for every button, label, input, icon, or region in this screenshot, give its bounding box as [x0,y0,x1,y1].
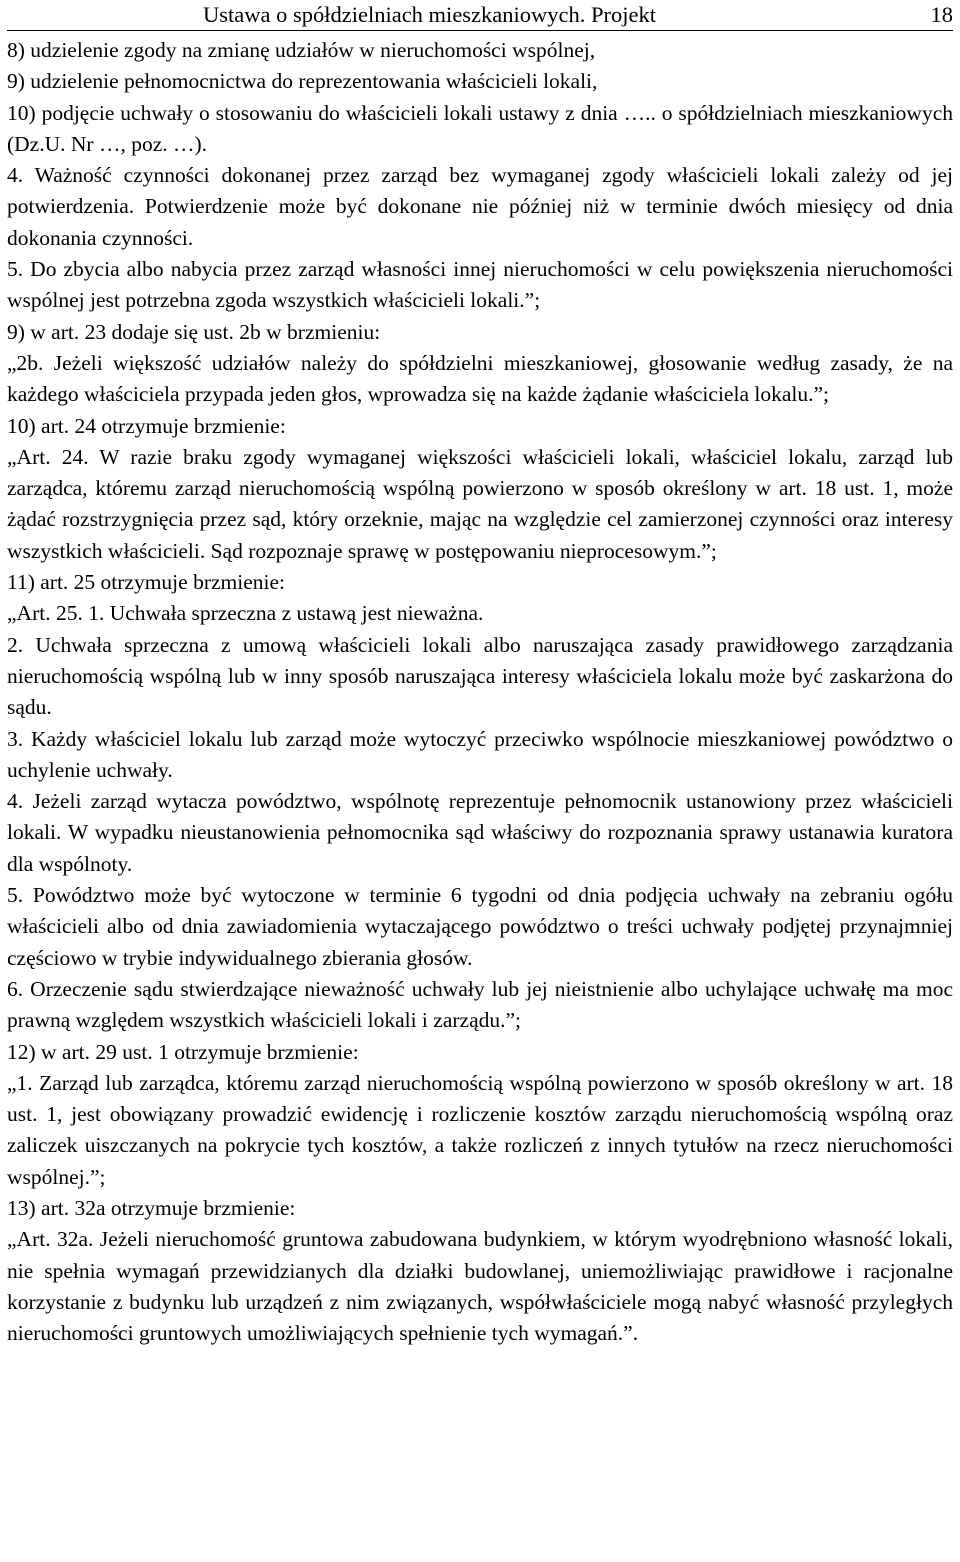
paragraph: 4. Ważność czynności dokonanej przez zarząd bez wymaganej zgody właścicieli lokali zależy od jej potwierdzenia. Potwierdzenie może być dokonane nie później niż w terminie dwóch miesięcy od dnia dokonania czynności. [7,163,953,250]
paragraph: 11) art. 25 otrzymuje brzmienie: [7,570,286,595]
paragraph: „Art. 32a. Jeżeli nieruchomość gruntowa zabudowana budynkiem, w którym wyodrębniono własność lokali, nie spełnia wymagań przewidzianych dla działki budowlanej, uniemożliwiając prawidłowe i racjonalne korzystanie z budynku lub urządzeń z nim związanych, współwłaściciele mogą nabyć własność przyległych nieruchomości gruntowych umożliwiających spełnienie tych wymagań.”. [7,1227,953,1346]
paragraph: „Art. 24. W razie braku zgody wymaganej większości właścicieli lokali, właściciel lokalu, zarząd lub zarządca, któremu zarząd nieruchomością wspólną powierzono w sposób określony w art. 18 ust. 1, może żądać rozstrzygnięcia przez sąd, który orzeknie, mając na względzie cel zamierzonej czynności oraz interesy wszystkich właścicieli. Sąd rozpoznaje sprawę w postępowaniu nieprocesowym.”; [7,444,953,563]
paragraph: „1. Zarząd lub zarządca, któremu zarząd nieruchomością wspólną powierzono w sposób określony w art. 18 ust. 1, jest obowiązany prowadzić ewidencję i rozliczenie kosztów zarządu nieruchomością wspólną oraz zaliczek uiszczanych na pokrycie tych kosztów, a także rozliczeń z innych tytułów na rzecz nieruchomości wspólnej.”; [7,1070,953,1189]
page-header [7,0,953,31]
header-title: Ustawa o spółdzielniach mieszkaniowych. Projekt [203,2,657,27]
paragraph: 5. Do zbycia albo nabycia przez zarząd własności innej nieruchomości w celu powiększenia nieruchomości wspólnej jest potrzebna zgoda wszystkich właścicieli lokali.”; [7,257,953,313]
paragraph: 8) udzielenie zgody na zmianę udziałów w nieruchomości wspólnej, [7,38,596,62]
document-page [7,0,953,1349]
paragraph: 9) udzielenie pełnomocnictwa do reprezentowania właścicieli lokali, [7,69,598,94]
paragraph: 2. Uchwała sprzeczna z umową właścicieli lokali albo naruszająca zasady prawidłowego zarządzania nieruchomością wspólną lub w inny sposób naruszająca interesy właściciela lokalu może być zaskarżona do sądu. [7,632,953,720]
paragraph: 10) podjęcie uchwały o stosowaniu do właścicieli lokali ustawy z dnia ….. o spółdzielniach mieszkaniowych (Dz.U. Nr …, poz. …). [7,100,953,156]
document-body [7,35,953,1349]
page-number: 18 [930,2,953,27]
paragraph: „2b. Jeżeli większość udziałów należy do spółdzielni mieszkaniowej, głosowanie według zasady, że na każdego właściciela przypada jeden głos, wprowadza się na każde żądanie właściciela lokalu.”; [7,350,953,407]
paragraph: 6. Orzeczenie sądu stwierdzające nieważność uchwały lub jej nieistnienie albo uchylające uchwałę ma moc prawną względem wszystkich właścicieli lokali i zarządu.”; [7,976,953,1033]
paragraph: 13) art. 32a otrzymuje brzmienie: [7,1195,296,1220]
paragraph: 4. Jeżeli zarząd wytacza powództwo, wspólnotę reprezentuje pełnomocnik ustanowiony przez właścicieli lokali. W wypadku nieustanowienia pełnomocnika sąd właściwy do rozpoznania sprawy ustanawia kuratora dla wspólnoty. [7,789,953,876]
paragraph: 12) w art. 29 ust. 1 otrzymuje brzmienie: [7,1039,359,1064]
paragraph: 3. Każdy właściciel lokalu lub zarząd może wytoczyć przeciwko wspólnocie mieszkaniowej powództwo o uchylenie uchwały. [7,726,953,782]
paragraph: „Art. 25. 1. Uchwała sprzeczna z ustawą jest nieważna. [7,601,484,626]
paragraph: 10) art. 24 otrzymuje brzmienie: [7,413,286,438]
paragraph: 5. Powództwo może być wytoczone w terminie 6 tygodni od dnia podjęcia uchwały na zebraniu ogółu właścicieli albo od dnia zawiadomienia wytaczającego powództwo o treści uchwały podjętej przynajmniej częściowo w trybie indywidualnego zbierania głosów. [7,883,953,970]
paragraph: 9) w art. 23 dodaje się ust. 2b w brzmieniu: [7,319,381,344]
